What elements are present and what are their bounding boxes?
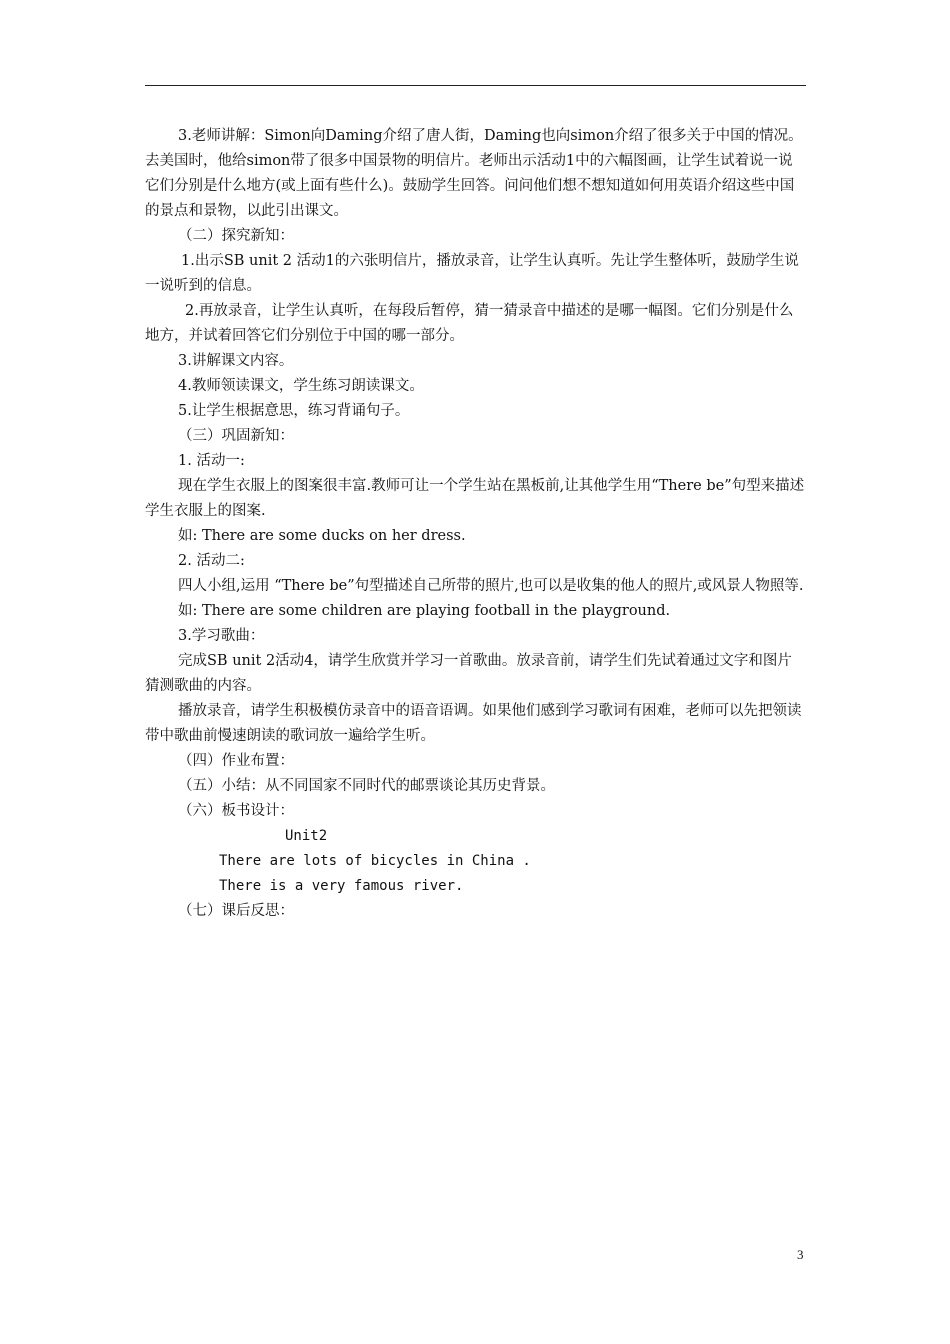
header-rule — [145, 85, 806, 86]
section-heading-consolidate: （三）巩固新知： — [178, 428, 294, 444]
section-heading-explore: （二）探究新知： — [178, 228, 294, 244]
section-heading-board-design: （六）板书设计： — [178, 803, 294, 819]
paragraph-step-3: 3.讲解课文内容。 — [178, 353, 294, 369]
activity-one-text: 现在学生衣服上的图案很丰富.教师可让一个学生站在黑板前,让其他学生用“There be”句型来描述学生衣服上的图案. — [145, 478, 805, 519]
activity-one-heading: 1. 活动一: — [178, 453, 245, 469]
document-body — [145, 124, 806, 924]
paragraph-step-2: 2.再放录音，让学生认真听，在每段后暂停，猜一猜录音中描述的是哪一幅图。它们分别是什么地方，并试着回答它们分别位于中国的哪一部分。 — [145, 303, 794, 344]
paragraph-step-1: 1.出示SB unit 2 活动1的六张明信片，播放录音，让学生认真听。先让学生整体听，鼓励学生说一说听到的信息。 — [145, 253, 799, 294]
paragraph-teacher-explanation: 3.老师讲解：Simon向Daming介绍了唐人街，Daming也向simon介绍了很多关于中国的情况。去美国时，他给simon带了很多中国景物的明信片。老师出示活动1中的六幅图画，让学生试着说一说它们分别是什么地方(或上面有些什么)。鼓励学生回答。问问他们想不想知道如何用英语介绍这些中国的景点和景物，以此引出课文。 — [145, 128, 803, 219]
activity-one-example: 如: There are some ducks on her dress. — [178, 528, 466, 544]
activity-two-heading: 2. 活动二: — [178, 553, 245, 569]
section-heading-summary: （五）小结：从不同国家不同时代的邮票谈论其历史背景。 — [178, 778, 555, 794]
section-heading-reflection: （七）课后反思： — [178, 903, 294, 919]
song-text: 完成SB unit 2活动4，请学生欣赏并学习一首歌曲。放录音前，请学生们先试着通过文字和图片猜测歌曲的内容。 — [145, 653, 792, 694]
song-playback-text: 播放录音，请学生积极模仿录音中的语音语调。如果他们感到学习歌词有困难，老师可以先把领读带中歌曲前慢速朗读的歌词放一遍给学生听。 — [145, 703, 802, 744]
song-heading: 3.学习歌曲： — [178, 628, 265, 644]
section-heading-homework: （四）作业布置： — [178, 753, 294, 769]
activity-two-example: 如: There are some children are playing football in the playground. — [178, 603, 671, 619]
paragraph-step-5: 5.让学生根据意思，练习背诵句子。 — [178, 403, 410, 419]
board-sentence-2: There is a very famous river. — [219, 878, 464, 894]
board-sentence-1: There are lots of bicycles in China . — [219, 853, 531, 869]
paragraph-step-4: 4.教师领读课文，学生练习朗读课文。 — [178, 378, 424, 394]
page-number: 3 — [797, 1247, 804, 1262]
activity-two-text: 四人小组,运用 “There be”句型描述自己所带的照片,也可以是收集的他人的照片,或风景人物照等. — [178, 578, 804, 594]
board-unit-title: Unit2 — [285, 828, 328, 844]
